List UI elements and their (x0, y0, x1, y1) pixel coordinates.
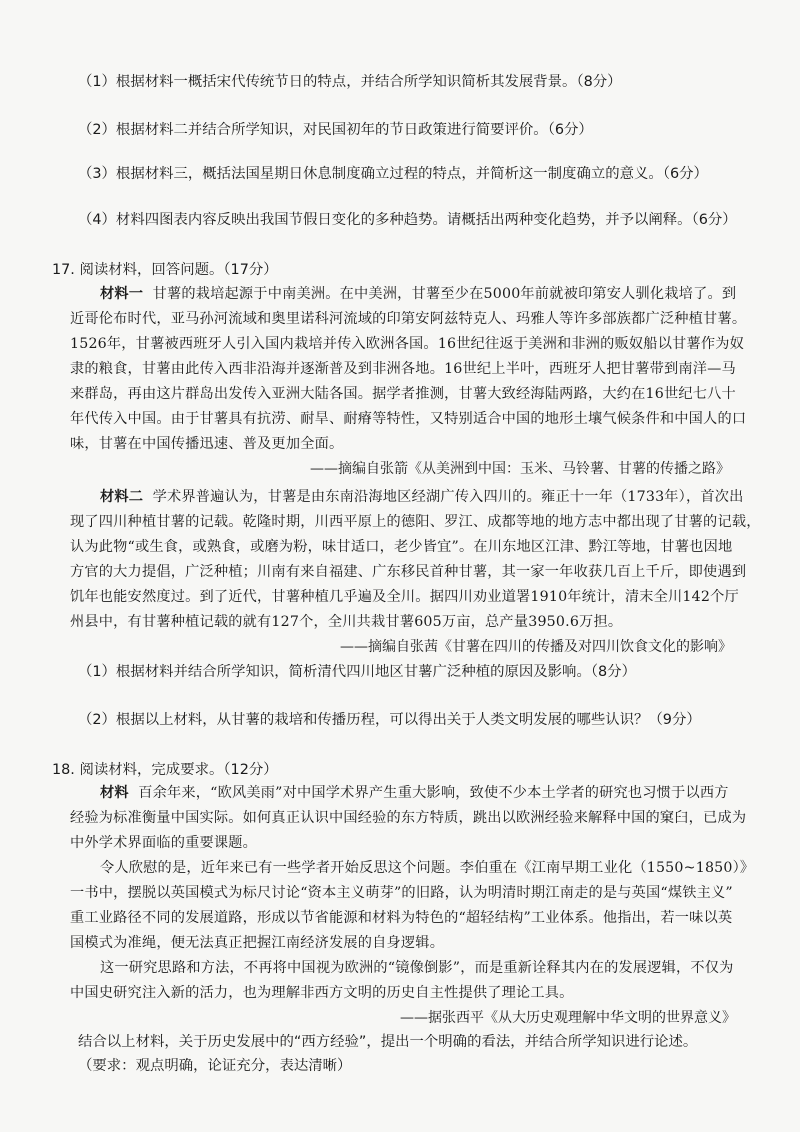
q17-material1-line: 近哥伦布时代，亚马孙河流域和奥里诺科河流域的印第安阿兹特克人、玛雅人等许多部族都广泛种植甘薯。 (70, 311, 747, 327)
q18-task: 结合以上材料，关于历史发展中的“西方经验”，提出一个明确的看法，并结合所学知识进行论述。 (78, 1034, 698, 1050)
q17-material1-line: 隶的粮食，甘薯由此传入西非沿海并逐渐普及到非洲各地。16世纪上半叶，西班牙人把甘薯带到南洋—马 (70, 361, 736, 377)
q17-material2-label: 材料二 (100, 489, 144, 505)
q16-sub4: （4）材料四图表内容反映出我国节假日变化的多种趋势。请概括出两种变化趋势，并予以阐释。（6分） (78, 212, 737, 228)
q18-material-line: 经验为标准衡量中国实际。如何真正认识中国经验的东方特质，跳出以欧洲经验来解释中国的窠臼，已成为 (70, 810, 747, 826)
q17-material2-line (100, 487, 744, 507)
q18-material-line: 这一研究思路和方法，不再将中国视为欧洲的“镜像倒影”，而是重新诠释其内在的发展逻辑，不仅为 (100, 960, 734, 976)
q18-material-line: 中国史研究注入新的活力，也为理解非西方文明的历史自主性提供了理论工具。 (70, 985, 574, 1001)
q18-material-line: 国模式为准绳，便无法真正把握江南经济发展的自身逻辑。 (70, 935, 445, 951)
q17-material2-line: 州县中，有甘薯种植记载的就有127个，全川共栽甘薯605万亩，总产量3950.6万担。 (70, 614, 623, 630)
q16-sub1: （1）根据材料一概括宋代传统节日的特点，并结合所学知识简析其发展背景。（8分） (78, 74, 622, 90)
q17-material1-line: 年代传入中国。由于甘薯具有抗涝、耐旱、耐瘠等特性，又特别适合中国的地形土壤气候条件和中国人的口 (70, 411, 747, 427)
q17-material1-line: 来群岛，再由这片群岛出发传入亚洲大陆各国。据学者推测，甘薯大致经海陆两路，大约在16世纪七八十 (70, 386, 736, 402)
q16-sub2: （2）根据材料二并结合所学知识，对民国初年的节日政策进行简要评价。（6分） (78, 122, 593, 138)
q18-material-label: 材料 (100, 785, 129, 801)
q18-requirement: （要求：观点明确，论证充分，表达清晰） (78, 1058, 352, 1074)
q17-material2-source: ——摘编自张茜《甘薯在四川的传播及对四川饮食文化的影响》 (340, 639, 732, 655)
q17-sub1: （1）根据材料并结合所学知识，简析清代四川地区甘薯广泛种植的原因及影响。（8分） (78, 664, 636, 680)
q17-heading: 17. 阅读材料，回答问题。（17分） (52, 262, 278, 278)
q18-material-line: 重工业路径不同的发展道路，形成以节省能源和材料为特色的“超轻结构”工业体系。他指出，若一味以英 (70, 910, 733, 926)
q17-material1-line (100, 284, 736, 304)
q17-material1-source: ——摘编自张箭《从美洲到中国：玉米、马铃薯、甘薯的传播之路》 (310, 461, 730, 477)
q18-material-line: 一书中，摆脱以英国模式为标尺讨论“资本主义萌芽”的旧路，认为明清时期江南走的是与英国“煤铁主义” (70, 885, 733, 901)
q17-material1-label: 材料一 (100, 286, 144, 302)
q18-material-line: 中外学术界面临的重要课题。 (70, 835, 258, 851)
q17-sub2: （2）根据以上材料，从甘薯的栽培和传播历程，可以得出关于人类文明发展的哪些认识？（9分） (78, 712, 701, 728)
q18-material-text: 百余年来，“欧风美雨”对中国学术界产生重大影响，致使不少本土学者的研究也习惯于以西方 (138, 785, 729, 801)
q18-material-line: 令人欣慰的是，近年来已有一些学者开始反思这个问题。李伯重在《江南早期工业化（1550~1850）》 (100, 860, 755, 876)
q16-sub3: （3）根据材料三，概括法国星期日休息制度确立过程的特点，并简析这一制度确立的意义。（6分） (78, 166, 708, 182)
q18-heading: 18. 阅读材料，完成要求。（12分） (52, 762, 278, 778)
q17-material2-text: 学术界普遍认为，甘薯是由东南沿海地区经湖广传入四川的。雍正十一年（1733年），首次出 (152, 489, 744, 505)
q17-material2-line: 现了四川种植甘薯的记载。乾隆时期，川西平原上的德阳、罗江、成都等地的地方志中都出现了甘薯的记载， (70, 514, 761, 530)
q17-material1-text: 甘薯的栽培起源于中南美洲。在中美洲，甘薯至少在5000年前就被印第安人驯化栽培了。到 (152, 286, 737, 302)
q18-material-line (100, 783, 729, 803)
q17-material2-line: 认为此物“或生食，或熟食，或磨为粉，味甘适口，老少皆宜”。在川东地区江津、黔江等地，甘薯也因地 (70, 539, 733, 555)
q17-material1-line: 味，甘薯在中国传播迅速、普及更加全面。 (70, 436, 344, 452)
q17-material2-line: 饥年也能安然度过。到了近代，甘薯种植几乎遍及全川。据四川劝业道署1910年统计，清末全川142个厅 (70, 589, 739, 605)
q17-material2-line: 方官的大力提倡，广泛种植；川南有来自福建、广东移民首种甘薯，其一家一年收获几百上千斤，即使遇到 (70, 564, 747, 580)
q17-material1-line: 1526年，甘薯被西班牙人引入国内栽培并传入欧洲各国。16世纪往返于美洲和非洲的贩奴船以甘薯作为奴 (70, 336, 745, 352)
q18-source: ——据张西平《从大历史观理解中华文明的世界意义》 (400, 1010, 736, 1026)
